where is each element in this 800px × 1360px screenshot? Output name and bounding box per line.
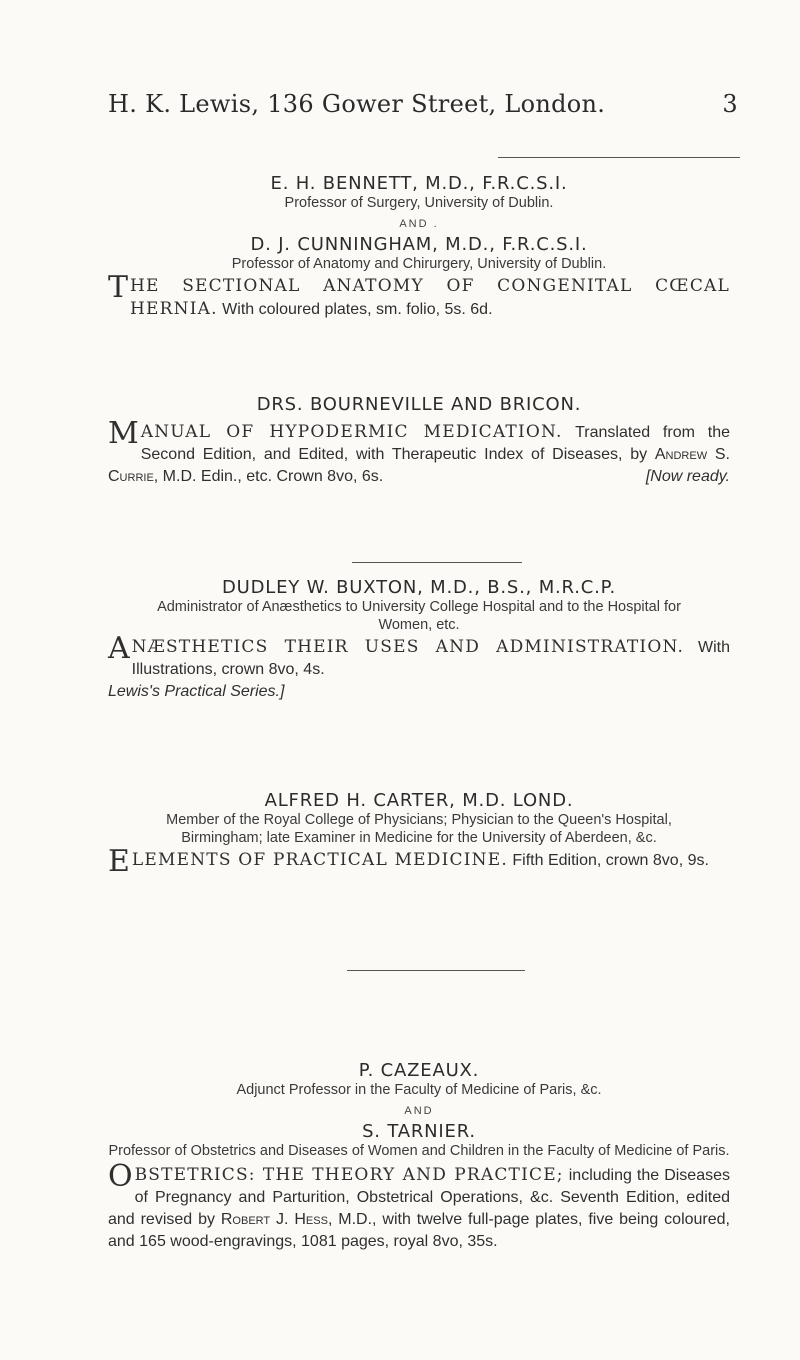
book-entry <box>108 631 731 681</box>
author-description: Professor of Anatomy and Chirurgery, University of Dublin. <box>231 256 607 272</box>
author-name: DRS. BOURNEVILLE AND BRICON. <box>256 394 582 415</box>
editor-name: Robert J. Hess <box>220 1211 328 1228</box>
drop-cap: E <box>108 844 130 879</box>
book-details: Fifth Edition, crown 8vo, 9s. <box>507 852 709 869</box>
entry-bourneville-bricon <box>108 394 730 488</box>
book-entry <box>108 1159 730 1253</box>
book-title: BSTETRICS: THE THEORY AND PRACTICE; <box>134 1165 564 1185</box>
book-title: ANUAL OF HYPODERMIC MEDICATION. <box>140 422 563 442</box>
author-name: ALFRED H. CARTER, M.D. LOND. <box>264 790 574 811</box>
author-description: Member of the Royal College of Physicians; Physician to the Queen's Hospital, Birmingham; late Examiner in Medicine for the University of Aberdeen, &c. <box>166 812 672 846</box>
header-rule <box>498 157 740 158</box>
series-note: Lewis's Practical Series.] <box>108 683 285 700</box>
running-header <box>108 90 738 118</box>
author-description: Professor of Surgery, University of Dublin. <box>284 195 554 211</box>
author-description: Professor of Obstetrics and Diseases of Women and Children in the Faculty of Medicine of Paris. <box>108 1143 730 1159</box>
book-details: , M.D. Edin., etc. Crown 8vo, 6s. <box>153 468 384 485</box>
conjunction: AND . <box>399 218 439 230</box>
book-entry <box>108 416 730 488</box>
book-title: LEMENTS OF PRACTICAL MEDICINE. <box>131 850 508 870</box>
book-details: Translated from the Second Edition, and Edited, with Therapeutic Index of Diseases, by <box>140 424 730 463</box>
author-description: Adjunct Professor in the Faculty of Medicine of Paris, &c. <box>236 1082 602 1098</box>
author-description: Administrator of Anæsthetics to University College Hospital and to the Hospital for Women, etc. <box>157 599 681 633</box>
book-title: HE SECTIONAL ANATOMY OF CONGENITAL CŒCAL HERNIA. <box>130 276 730 319</box>
book-details: , M.D., with twelve full-page plates, five being coloured, and 165 wood-engravings, 1081 pages, royal 8vo, 35s. <box>108 1211 730 1250</box>
drop-cap: T <box>108 270 129 305</box>
drop-cap: A <box>108 631 130 666</box>
book-details: With Illustrations, crown 8vo, 4s. <box>131 639 731 678</box>
author-name: E. H. BENNETT, M.D., F.R.C.S.I. <box>270 173 568 194</box>
entry-carter <box>108 790 730 879</box>
running-title: H. K. Lewis, 136 Gower Street, London. <box>108 90 606 118</box>
book-details: including the Diseases of Pregnancy and Parturition, Obstetrical Operations, &c. Seventh Edition, edited and revised by <box>108 1167 730 1228</box>
author-name: DUDLEY W. BUXTON, M.D., B.S., M.R.C.P. <box>221 577 617 598</box>
author-name: S. TARNIER. <box>362 1121 476 1142</box>
conjunction: AND <box>404 1105 434 1117</box>
availability-note: [Now ready. <box>645 468 730 485</box>
book-entry <box>108 844 730 879</box>
book-details: With coloured plates, sm. folio, 5s. 6d. <box>217 301 493 318</box>
author-name: P. CAZEAUX. <box>358 1060 480 1081</box>
page-number: 3 <box>722 90 738 118</box>
drop-cap: O <box>108 1159 133 1194</box>
book-title: NÆSTHETICS THEIR USES AND ADMINISTRATION. <box>131 637 685 657</box>
entry-bennett-cunningham <box>108 173 730 321</box>
section-divider <box>352 562 522 563</box>
entry-buxton <box>108 577 730 703</box>
section-divider <box>347 970 525 971</box>
entry-cazeaux-tarnier <box>108 1060 730 1253</box>
author-name: D. J. CUNNINGHAM, M.D., F.R.C.S.I. <box>250 234 588 255</box>
editor-name: Andrew S. Currie <box>108 446 730 485</box>
drop-cap: M <box>108 416 139 451</box>
book-entry <box>108 270 730 321</box>
